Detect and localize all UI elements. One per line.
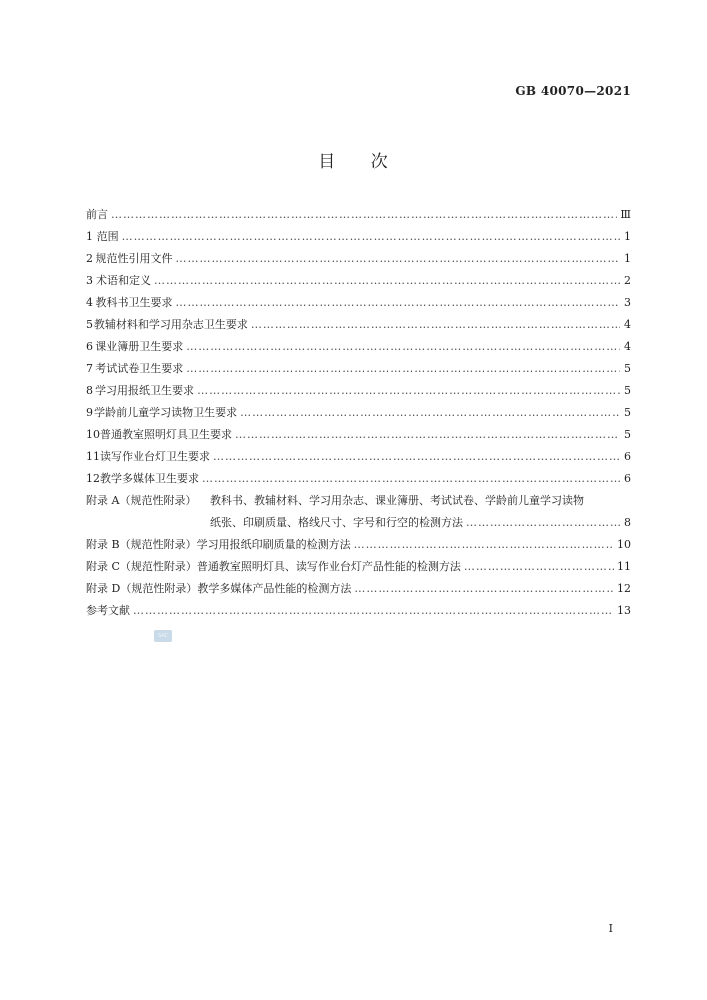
dot-leader <box>176 248 620 270</box>
toc-label: 规范性引用文件 <box>95 252 173 265</box>
toc-number: 9 <box>86 406 93 419</box>
toc-number: 4 <box>86 296 93 309</box>
annex-title: 普通教室照明灯具、读写作业台灯产品性能的检测方法 <box>196 560 461 573</box>
toc-page: 8 <box>624 516 631 529</box>
title-char: 次 <box>370 152 389 172</box>
toc-number: 7 <box>86 362 93 375</box>
toc-entry-3[interactable] <box>86 270 631 292</box>
toc-label: 普通教室照明灯具卫生要求 <box>100 428 232 441</box>
toc-page: 6 <box>624 450 631 463</box>
toc-label: 学习用报纸卫生要求 <box>95 384 195 397</box>
toc-label: 考试试卷卫生要求 <box>95 362 184 375</box>
dot-leader <box>133 600 614 622</box>
annex-title: 教科书、教辅材料、学习用杂志、课业簿册、考试试卷、学龄前儿童学习读物 <box>210 494 584 507</box>
dot-leader <box>186 336 620 358</box>
toc-entry-annex-c[interactable] <box>86 556 631 578</box>
annex-label: 附录 D（规范性附录） <box>86 582 198 595</box>
toc-entry-8[interactable] <box>86 380 631 402</box>
dot-leader <box>235 424 620 446</box>
toc-page: 1 <box>624 252 631 265</box>
dot-leader <box>354 534 614 556</box>
dot-leader <box>240 402 620 424</box>
toc-page: 5 <box>624 428 631 441</box>
annex-title: 学习用报纸印刷质量的检测方法 <box>196 538 351 551</box>
table-of-contents <box>86 204 631 622</box>
dot-leader <box>213 446 620 468</box>
dot-leader <box>176 292 620 314</box>
toc-entry-2[interactable] <box>86 248 631 270</box>
dot-leader <box>251 314 620 336</box>
toc-number: 10 <box>86 428 100 441</box>
toc-page: 13 <box>617 604 631 617</box>
toc-entry-annex-a-cont[interactable] <box>86 512 631 534</box>
toc-entry-9[interactable] <box>86 402 631 424</box>
toc-entry-annex-d[interactable] <box>86 578 631 600</box>
toc-entry-foreword[interactable] <box>86 204 631 226</box>
toc-page: 4 <box>624 318 631 331</box>
toc-label: 前言 <box>86 208 108 221</box>
toc-number: 5 <box>86 318 93 331</box>
toc-page: 10 <box>617 538 631 551</box>
dot-leader <box>197 380 620 402</box>
annex-title: 教学多媒体产品性能的检测方法 <box>197 582 352 595</box>
toc-entry-1[interactable] <box>86 226 631 248</box>
toc-label: 读写作业台灯卫生要求 <box>100 450 210 463</box>
toc-entry-12[interactable] <box>86 468 631 490</box>
toc-page: 12 <box>617 582 631 595</box>
toc-entry-5[interactable] <box>86 314 631 336</box>
toc-entry-references[interactable] <box>86 600 631 622</box>
toc-number: 11 <box>86 450 100 463</box>
page-title <box>0 147 707 172</box>
toc-number: 2 <box>86 252 93 265</box>
toc-number: 6 <box>86 340 93 353</box>
toc-label: 学龄前儿童学习读物卫生要求 <box>94 406 238 419</box>
page-number: I <box>608 922 613 935</box>
toc-page: 1 <box>624 230 631 243</box>
toc-number: 12 <box>86 472 100 485</box>
toc-entry-7[interactable] <box>86 358 631 380</box>
toc-label: 术语和定义 <box>95 274 151 287</box>
toc-page: 11 <box>617 560 631 573</box>
toc-label: 参考文献 <box>86 604 130 617</box>
toc-label: 课业簿册卫生要求 <box>95 340 184 353</box>
toc-page: 5 <box>624 362 631 375</box>
annex-title: 纸张、印刷质量、格线尺寸、字号和行空的检测方法 <box>210 516 463 529</box>
toc-entry-6[interactable] <box>86 336 631 358</box>
toc-number: 3 <box>86 274 93 287</box>
annex-label: 附录 B（规范性附录） <box>86 538 197 551</box>
toc-entry-4[interactable] <box>86 292 631 314</box>
title-char: 目 <box>318 152 337 172</box>
watermark-logo: SAC <box>154 630 172 642</box>
toc-label: 范围 <box>96 230 119 243</box>
toc-entry-10[interactable] <box>86 424 631 446</box>
toc-label: 教辅材料和学习用杂志卫生要求 <box>93 318 248 331</box>
toc-label: 教学多媒体卫生要求 <box>100 472 199 485</box>
dot-leader <box>464 556 614 578</box>
toc-page: 4 <box>624 340 631 353</box>
toc-entry-11[interactable] <box>86 446 631 468</box>
toc-page: 5 <box>624 384 631 397</box>
toc-page: Ⅲ <box>620 208 631 221</box>
toc-label: 教科书卫生要求 <box>95 296 173 309</box>
toc-page: 6 <box>624 472 631 485</box>
toc-page: 5 <box>624 406 631 419</box>
annex-label: 附录 C（规范性附录） <box>86 560 197 573</box>
dot-leader <box>202 468 620 490</box>
dot-leader <box>111 204 617 226</box>
toc-number: 1 <box>86 230 93 243</box>
dot-leader <box>466 512 620 534</box>
toc-entry-annex-a[interactable] <box>86 490 631 512</box>
toc-number: 8 <box>86 384 93 397</box>
standard-code: GB 40070—2021 <box>515 84 631 98</box>
dot-leader <box>186 358 620 380</box>
toc-page: 3 <box>624 296 631 309</box>
dot-leader <box>122 226 620 248</box>
dot-leader <box>354 578 614 600</box>
annex-label: 附录 A（规范性附录） <box>86 494 197 507</box>
dot-leader <box>154 270 620 292</box>
toc-entry-annex-b[interactable] <box>86 534 631 556</box>
toc-page: 2 <box>624 274 631 287</box>
